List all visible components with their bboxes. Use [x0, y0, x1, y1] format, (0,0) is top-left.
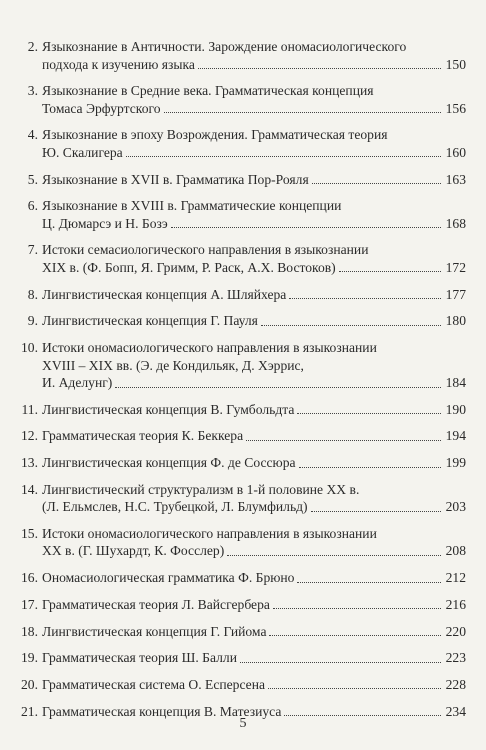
toc-entry-title [42, 312, 466, 330]
toc-entry [14, 241, 466, 276]
toc-entry-page: 156 [445, 100, 466, 116]
toc-entry-title-line: XIX в. (Ф. Бопп, Я. Гримм, Р. Раск, А.Х. Востоков) [42, 259, 336, 275]
toc-entry [14, 171, 466, 189]
dot-leader [297, 412, 441, 414]
toc-entry-page: 172 [445, 259, 466, 275]
toc-entry-number: 4. [27, 127, 38, 143]
toc-entry-title-line: Грамматическая теория К. Беккера [42, 428, 244, 444]
toc-entry-title [42, 525, 466, 560]
toc-entry-title-line: Лингвистическая концепция Г. Гийома [42, 623, 267, 639]
toc-entry-title-line: Истоки ономасиологического направления в языкознании [42, 525, 377, 541]
toc-entry-number: 6. [27, 198, 38, 214]
toc-entry-number: 9. [27, 313, 38, 329]
dot-leader [246, 439, 441, 441]
toc-entry-title-line: Грамматическая концепция В. Матезиуса [42, 703, 282, 719]
toc-entry-title [42, 38, 466, 73]
toc-entry-number: 20. [21, 676, 38, 692]
toc-entry-number: 16. [21, 570, 38, 586]
toc-entry-title-line: XVIII – XIX вв. (Э. де Кондильяк, Д. Хэррис, [42, 357, 304, 373]
toc-entry-title-line: Ю. Скалигера [42, 144, 123, 160]
toc-entry [14, 286, 466, 304]
toc-entry-title [42, 676, 466, 694]
toc-entry-page: 190 [445, 401, 466, 417]
dot-leader [297, 581, 441, 583]
dot-leader [198, 67, 441, 69]
toc-entry [14, 82, 466, 117]
dot-leader [240, 661, 441, 663]
toc-entry-title-line: Ц. Дюмарсэ и Н. Бозэ [42, 215, 168, 231]
toc-entry-title-line: Лингвистическая концепция А. Шляйхера [42, 286, 287, 302]
toc-entry-title-line: Ономасиологическая грамматика Ф. Брюно [42, 570, 295, 586]
toc-entry-title-line: Истоки ономасиологического направления в языкознании [42, 340, 377, 355]
toc-entry-title-line: Истоки семасиологического направления в языкознании [42, 242, 369, 258]
toc-entry-title [42, 454, 466, 472]
table-of-contents [14, 38, 466, 729]
toc-entry-title-line: подхода к изучению языка [42, 56, 195, 72]
toc-entry-title-line: Языкознание в XVII в. Грамматика Пор-Рояля [42, 171, 309, 187]
dot-leader [312, 182, 441, 184]
toc-entry-page: 184 [445, 375, 466, 390]
toc-entry-page: 212 [445, 570, 466, 586]
toc-entry [14, 569, 466, 587]
toc-entry [14, 427, 466, 445]
toc-entry-number: 13. [21, 455, 38, 471]
dot-leader [273, 607, 441, 609]
dot-leader [339, 270, 441, 272]
toc-entry-title-line: Грамматическая система О. Есперсена [42, 676, 266, 692]
dot-leader [227, 554, 441, 556]
toc-entry-title-line: Языкознание в XVIII в. Грамматические концепции [42, 198, 342, 214]
toc-entry [14, 649, 466, 667]
toc-entry-title [42, 171, 466, 189]
dot-leader [261, 324, 441, 326]
toc-entry-number: 3. [27, 83, 38, 99]
toc-entry-page: 150 [445, 56, 466, 72]
toc-entry-title-line: Грамматическая теория Л. Вайсгербера [42, 596, 270, 612]
toc-entry-page: 228 [445, 676, 466, 692]
toc-entry-title [42, 126, 466, 161]
toc-entry-title-line: Языкознание в эпоху Возрождения. Грамматическая теория [42, 127, 388, 143]
toc-entry-title-line: Лингвистическая концепция Г. Пауля [42, 313, 258, 329]
toc-entry [14, 454, 466, 472]
toc-entry-title [42, 481, 466, 516]
toc-entry-title [42, 286, 466, 304]
toc-entry-title-line: Лингвистическая концепция В. Гумбольдта [42, 401, 295, 417]
dot-leader [289, 297, 441, 299]
toc-entry-page: 180 [445, 313, 466, 329]
dot-leader [164, 111, 441, 113]
toc-entry-page: 220 [445, 623, 466, 639]
page-number: 5 [239, 716, 247, 731]
toc-entry-title-line: Грамматическая теория Ш. Балли [42, 650, 237, 666]
toc-entry [14, 38, 466, 73]
toc-entry-number: 14. [21, 481, 38, 497]
toc-entry [14, 596, 466, 614]
toc-entry-number: 2. [27, 39, 38, 54]
toc-entry-number: 7. [27, 242, 38, 258]
toc-entry-number: 18. [21, 623, 38, 639]
toc-entry-page: 177 [445, 286, 466, 302]
dot-leader [268, 687, 441, 689]
toc-entry-title-line: Томаса Эрфуртского [42, 100, 161, 116]
toc-entry-number: 15. [21, 525, 38, 541]
toc-entry-page: 163 [445, 171, 466, 187]
toc-entry-title-line: Языкознание в Средние века. Грамматическая концепция [42, 83, 374, 99]
dot-leader [126, 155, 441, 157]
toc-entry-page: 223 [445, 650, 466, 666]
toc-entry-page: 234 [445, 703, 466, 719]
toc-entry-title-line: XX в. (Г. Шухардт, К. Фосслер) [42, 543, 225, 559]
toc-entry-number: 10. [21, 340, 38, 355]
toc-entry-page: 168 [445, 215, 466, 231]
toc-entry [14, 401, 466, 419]
toc-entry [14, 525, 466, 560]
toc-entry-title [42, 623, 466, 641]
toc-entry [14, 197, 466, 232]
toc-entry [14, 676, 466, 694]
toc-entry-title [42, 427, 466, 445]
toc-entry-title-line: Лингвистическая концепция Ф. де Соссюра [42, 455, 296, 471]
toc-entry-number: 19. [21, 650, 38, 666]
toc-entry-title [42, 197, 466, 232]
toc-entry-title-line: Языкознание в Античности. Зарождение ономасиологического [42, 39, 407, 54]
toc-entry-title [42, 569, 466, 587]
toc-entry-title [42, 401, 466, 419]
toc-entry-number: 11. [21, 401, 38, 417]
toc-entry-title-line: Лингвистический структурализм в 1-й половине XX в. [42, 481, 360, 497]
dot-leader [115, 386, 441, 388]
toc-entry-number: 8. [27, 286, 38, 302]
toc-entry-title [42, 82, 466, 117]
dot-leader [311, 510, 441, 512]
toc-entry-title [42, 596, 466, 614]
toc-entry [14, 126, 466, 161]
dot-leader [299, 466, 441, 468]
toc-entry-page: 208 [445, 543, 466, 559]
toc-entry-title-line: И. Аделунг) [42, 375, 113, 390]
toc-entry [14, 623, 466, 641]
toc-entry-title [42, 339, 466, 392]
toc-entry-page: 160 [445, 144, 466, 160]
toc-entry-page: 194 [445, 428, 466, 444]
toc-entry-page: 203 [445, 499, 466, 515]
toc-entry-page: 199 [445, 455, 466, 471]
toc-entry-number: 21. [21, 703, 38, 719]
dot-leader [171, 226, 441, 228]
toc-entry-title-line: (Л. Ельмслев, Н.С. Трубецкой, Л. Блумфильд) [42, 499, 308, 515]
toc-entry-number: 12. [21, 428, 38, 444]
toc-entry-title [42, 649, 466, 667]
toc-entry-title [42, 241, 466, 276]
toc-entry-number: 5. [27, 171, 38, 187]
toc-entry [14, 481, 466, 516]
dot-leader [269, 634, 441, 636]
toc-entry [14, 312, 466, 330]
toc-entry-number: 17. [21, 596, 38, 612]
toc-entry-page: 216 [445, 596, 466, 612]
toc-entry [14, 339, 466, 392]
